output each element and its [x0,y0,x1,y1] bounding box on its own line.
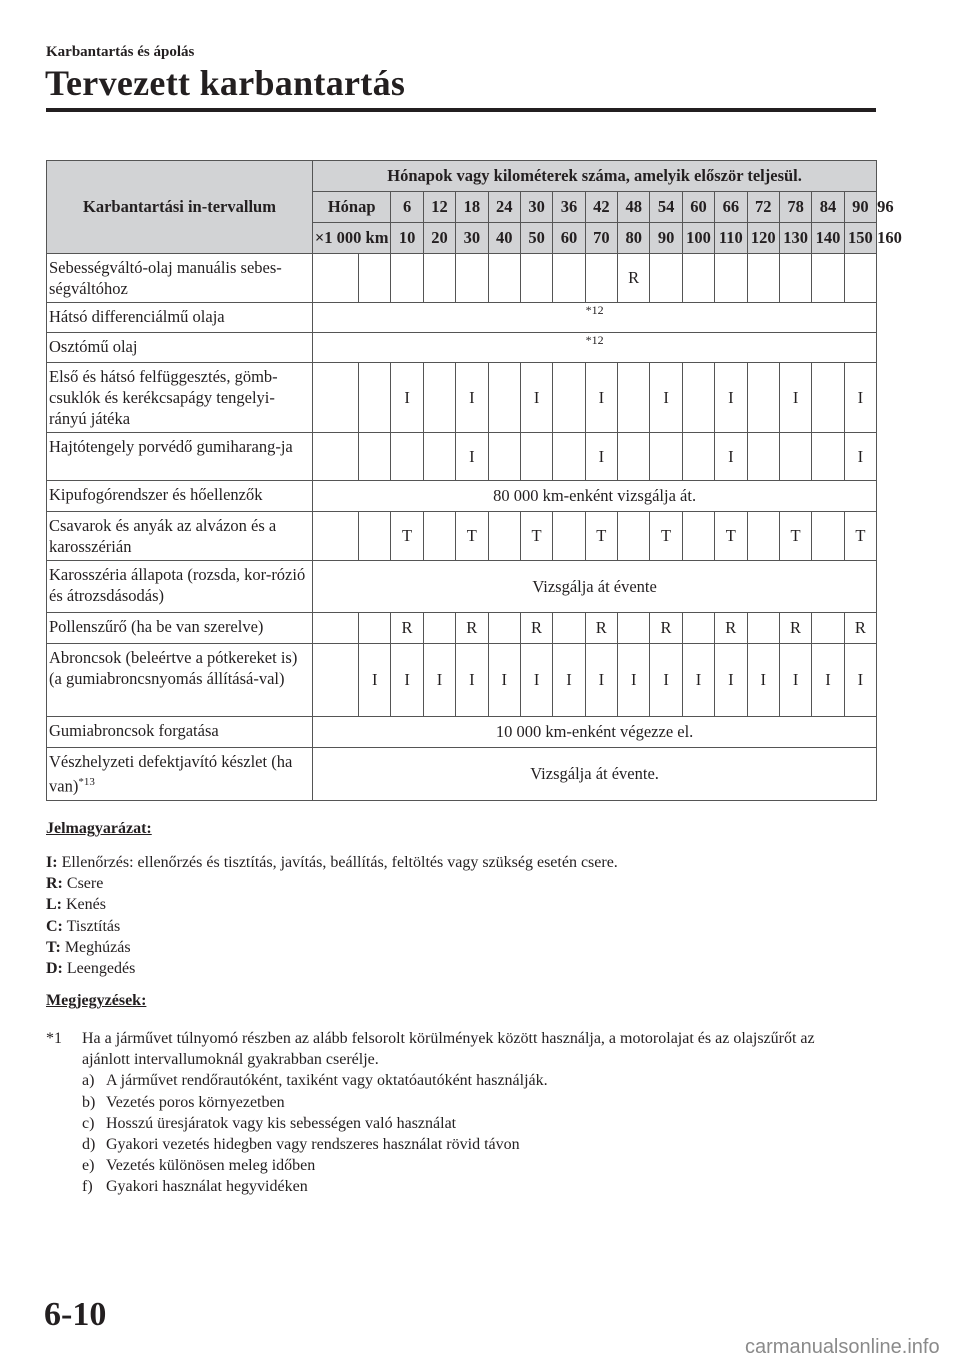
schedule-cell [618,613,650,644]
km-cell: 50 [520,223,552,254]
month-cell: 72 [747,192,779,223]
schedule-cell [682,512,714,561]
note-1-item-text: Gyakori használat hegyvidéken [106,1178,308,1196]
watermark: carmanualsonline.info [745,1336,940,1358]
schedule-cell: R [520,613,552,644]
legend-item [46,958,618,979]
note-1-text: Ha a járművet túlnyomó részben az alább felsorolt körülmények között használja, a motorolajat és az olajszűrőt az ajánlott intervallumoknál gyakrabban cserélje. [82,1030,815,1069]
legend-title: Jelmagyarázat: [46,820,152,837]
interval-header: Karbantartási in-tervallum [47,161,313,254]
blank-cell [313,644,359,717]
schedule-cell: I [456,363,488,433]
month-cell: 78 [779,192,811,223]
note-1-mark: *1 [46,1030,62,1047]
note-1-item [82,1070,846,1091]
note-1-body [82,1028,846,1198]
schedule-cell [553,613,585,644]
legend-text: Leengedés [66,960,136,978]
note-1-item-key: b) [82,1093,96,1111]
schedule-cell [391,433,423,481]
schedule-cell: I [585,433,617,481]
month-cell: 66 [715,192,747,223]
maintenance-row [47,717,877,748]
schedule-cell: T [844,512,877,561]
schedule-cell [585,254,617,303]
schedule-cell: R [844,613,877,644]
km-cell: 130 [779,223,811,254]
schedule-cell [359,363,391,433]
km-cell: 100 [682,223,714,254]
schedule-cell: R [391,613,423,644]
maintenance-row [47,363,877,433]
schedule-cell [618,433,650,481]
row-label [47,363,313,433]
note-1-item [82,1176,846,1197]
maintenance-table-body [47,161,902,801]
maintenance-row [47,303,877,333]
schedule-cell [423,363,455,433]
schedule-cell [618,512,650,561]
month-cell: 24 [488,192,520,223]
km-cell: 120 [747,223,779,254]
legend-key: I: [46,854,58,871]
schedule-cell [423,433,455,481]
schedule-cell [747,433,779,481]
schedule-cell [359,512,391,561]
schedule-cell [650,254,682,303]
schedule-cell: I [715,433,747,481]
schedule-cell [488,254,520,303]
header-row-top [47,161,877,192]
row-label-text: Karosszéria állapota (rozsda, kor-rózió és átrozsdásodás) [49,565,306,605]
section-label: Karbantartás és ápolás [46,44,195,60]
km-cell: 80 [618,223,650,254]
km-cell: 10 [391,223,423,254]
schedule-cell: I [650,363,682,433]
legend-text: Kenés [66,896,106,914]
km-cell: 20 [423,223,455,254]
km-cell: 70 [585,223,617,254]
note-1-item [82,1134,846,1155]
schedule-cell: R [650,613,682,644]
maintenance-row [47,613,877,644]
note-1-item-text: Gyakori vezetés hidegben vagy rendszeres használat rövid távon [106,1136,520,1154]
row-label-text: Gumiabroncsok forgatása [49,721,219,740]
schedule-cell: I [391,363,423,433]
schedule-cell [488,363,520,433]
row-label-text: Abroncsok (beleértve a pótkereket is) (a gumiabroncsnyomás állításá-val) [49,648,298,688]
row-label [47,481,313,512]
month-cell: 12 [423,192,455,223]
schedule-cell [812,433,844,481]
schedule-cell: I [391,644,423,717]
blank-cell [313,433,359,481]
row-label [47,303,313,333]
row-label [47,561,313,613]
schedule-cell: I [844,363,877,433]
month-cell: 18 [456,192,488,223]
note-1-item [82,1092,846,1113]
maintenance-row [47,512,877,561]
schedule-cell [747,512,779,561]
schedule-cell [553,254,585,303]
footnote-span-cell: *12 [313,333,877,363]
schedule-cell: I [747,644,779,717]
legend-text: Ellenőrzés: ellenőrzés és tisztítás, javítás, beállítás, feltöltés vagy szükség esetén csere. [61,854,618,871]
schedule-cell [359,254,391,303]
note-1 [46,1028,846,1198]
schedule-cell [520,433,552,481]
schedule-cell [359,613,391,644]
page-title: Tervezett karbantartás [45,63,406,103]
month-cell: 48 [618,192,650,223]
note-1-item [82,1113,846,1134]
km-cell: 90 [650,223,682,254]
note-1-items [82,1070,846,1197]
schedule-cell [553,363,585,433]
schedule-cell: I [423,644,455,717]
note-1-item-key: c) [82,1114,95,1132]
maintenance-row [47,333,877,363]
km-cell: 150 [844,223,877,254]
maintenance-row [47,644,877,717]
schedule-cell [359,433,391,481]
schedule-cell [779,254,811,303]
schedule-cell: R [585,613,617,644]
note-1-item-text: Hosszú üresjáratok vagy kis sebességen való használat [106,1114,457,1132]
row-label [47,613,313,644]
schedule-cell: I [359,644,391,717]
schedule-cell: I [779,644,811,717]
schedule-cell: T [650,512,682,561]
span-text-cell: Vizsgálja át évente [313,561,877,613]
month-cell: 6 [391,192,423,223]
schedule-cell: T [585,512,617,561]
span-text-cell: 80 000 km-enként vizsgálja át. [313,481,877,512]
blank-cell [313,613,359,644]
top-header: Hónapok vagy kilométerek száma, amelyik először teljesül. [313,161,877,192]
schedule-cell: I [715,644,747,717]
schedule-cell: T [391,512,423,561]
legend-text: Csere [66,875,104,893]
legend-key: R: [46,875,63,893]
row-label-text: Hátsó differenciálmű olaja [49,307,225,326]
schedule-cell: I [650,644,682,717]
title-rule [46,108,876,112]
legend-item [46,873,618,894]
km-cell: 30 [456,223,488,254]
schedule-cell: I [456,644,488,717]
schedule-cell [423,254,455,303]
km-cell: 140 [812,223,844,254]
month-cell: 42 [585,192,617,223]
schedule-cell: T [715,512,747,561]
schedule-cell [844,254,877,303]
km-cell: 60 [553,223,585,254]
schedule-cell: T [779,512,811,561]
schedule-cell [747,363,779,433]
blank-cell [313,254,359,303]
note-1-item-text: A járművet rendőrautóként, taxiként vagy oktatóautóként használják. [106,1072,548,1090]
schedule-cell: I [585,363,617,433]
footnote-span-cell: *12 [313,303,877,333]
schedule-cell [488,613,520,644]
note-1-item [82,1155,846,1176]
schedule-cell [520,254,552,303]
note-1-item-key: a) [82,1072,95,1090]
row-label [47,512,313,561]
row-label-text: Sebességváltó-olaj manuális sebes-ségváltóhoz [49,258,282,298]
row-label [47,748,313,801]
row-label [47,644,313,717]
maintenance-row [47,433,877,481]
legend-text: Meghúzás [64,938,131,956]
row-label-footnote: *13 [78,776,95,788]
note-1-item-text: Vezetés különösen meleg időben [106,1157,316,1175]
schedule-cell [553,433,585,481]
schedule-cell [423,512,455,561]
schedule-cell: I [585,644,617,717]
schedule-cell: I [682,644,714,717]
notes-title: Megjegyzések: [46,992,147,1009]
blank-cell [313,512,359,561]
row-label-text: Csavarok és anyák az alvázon és a karosszérián [49,516,277,556]
month-cell: 90 [844,192,877,223]
month-cell: 60 [682,192,714,223]
schedule-cell: I [618,644,650,717]
note-1-item-key: e) [82,1157,95,1175]
legend-text: Tisztítás [66,917,121,935]
schedule-cell [423,613,455,644]
span-text-cell: 10 000 km-enként végezze el. [313,717,877,748]
month-cell: 36 [553,192,585,223]
schedule-cell [779,433,811,481]
schedule-cell [488,433,520,481]
note-1-item-key: f) [82,1178,93,1196]
schedule-cell: I [520,363,552,433]
schedule-cell [456,254,488,303]
legend-item [46,937,618,958]
schedule-cell: T [456,512,488,561]
schedule-cell [747,613,779,644]
schedule-cell [812,254,844,303]
schedule-cell [747,254,779,303]
schedule-cell: R [779,613,811,644]
maintenance-table [46,160,902,801]
note-1-item-text: Vezetés poros környezetben [106,1093,285,1111]
page-number: 6-10 [44,1296,107,1333]
schedule-cell [553,512,585,561]
legend-item [46,916,618,937]
month-cell: 54 [650,192,682,223]
schedule-cell: I [520,644,552,717]
legend-item [46,894,618,915]
km-label: ×1 000 km [313,223,391,254]
schedule-cell [391,254,423,303]
legend [46,852,618,979]
schedule-cell [812,613,844,644]
row-label [47,433,313,481]
month-cell: 30 [520,192,552,223]
maintenance-row [47,748,877,801]
row-label [47,254,313,303]
schedule-cell: I [553,644,585,717]
maintenance-row [47,561,877,613]
schedule-cell [715,254,747,303]
schedule-cell: T [520,512,552,561]
schedule-cell: R [715,613,747,644]
maintenance-row [47,481,877,512]
schedule-cell: I [844,433,877,481]
row-label-text: Hajtótengely porvédő gumiharang-ja [49,437,293,456]
span-text-cell: Vizsgálja át évente. [313,748,877,801]
schedule-cell [682,363,714,433]
row-label-text: Osztómű olaj [49,337,138,356]
schedule-cell [682,613,714,644]
row-label [47,717,313,748]
schedule-cell: I [488,644,520,717]
schedule-cell: R [456,613,488,644]
legend-item [46,852,618,873]
schedule-cell [682,254,714,303]
km-cell: 40 [488,223,520,254]
schedule-cell [618,363,650,433]
schedule-cell: R [618,254,650,303]
month-cell: 84 [812,192,844,223]
months-label: Hónap [313,192,391,223]
schedule-cell: I [715,363,747,433]
schedule-cell [682,433,714,481]
schedule-cell [812,363,844,433]
row-label-text: Első és hátsó felfüggesztés, gömb-csuklók és kerékcsapágy tengelyi-rányú játéka [49,367,278,428]
km-row: ×1 000 km 10 20 30 40 50 60 70 80 90 100 110 120 130 140 150 160 [47,223,877,254]
schedule-cell: I [812,644,844,717]
row-label-text: Vészhelyzeti defektjavító készlet (ha van) [49,752,293,796]
legend-key: D: [46,960,63,978]
legend-key: L: [46,896,62,914]
schedule-cell [488,512,520,561]
schedule-cell [812,512,844,561]
months-row: Hónap 6 12 18 24 30 36 42 48 54 60 66 72 78 84 90 96 [47,192,877,223]
schedule-cell [650,433,682,481]
row-label [47,333,313,363]
schedule-cell: I [844,644,877,717]
legend-key: T: [46,938,61,956]
schedule-cell: I [779,363,811,433]
legend-key: C: [46,917,63,935]
note-1-item-key: d) [82,1136,96,1154]
blank-cell [313,363,359,433]
schedule-cell: I [456,433,488,481]
maintenance-row [47,254,877,303]
row-label-text: Pollenszűrő (ha be van szerelve) [49,617,264,636]
row-label-text: Kipufogórendszer és hőellenzők [49,485,263,504]
km-cell: 110 [715,223,747,254]
